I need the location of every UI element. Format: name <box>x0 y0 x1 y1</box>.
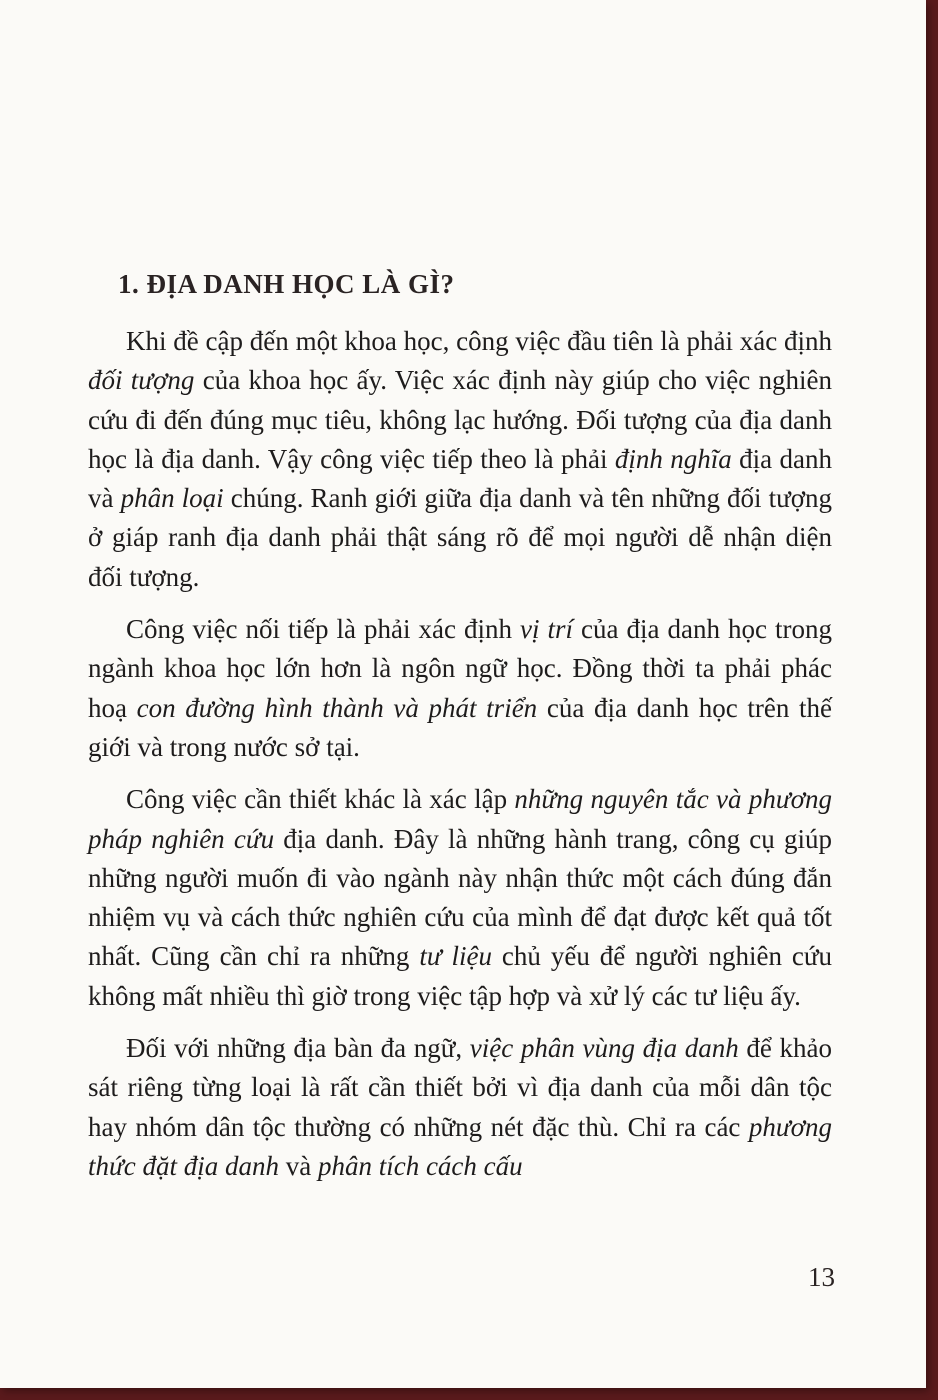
italic-term: những nguyên tắc và phương pháp nghiên cứu <box>88 784 832 854</box>
text-run: của địa danh học trong ngành khoa học lớn hơn là ngôn ngữ học. Đồng thời ta phải phác hoạ <box>88 614 833 723</box>
text-run: chúng. Ranh giới giữa địa danh và tên những đối tượng ở giáp ranh địa danh phải thật sáng rõ để mọi người dễ nhận diện đối tượng. <box>88 483 832 592</box>
text-run: của khoa học ấy. Việc xác định này giúp cho việc nghiên cứu đi đến đúng mục tiêu, không lạc hướng. Đối tượng của địa danh học là địa danh. Vậy công việc tiếp theo là phải <box>88 365 833 474</box>
text-run: để khảo sát riêng từng loại là rất cần thiết bởi vì địa danh của mỗi dân tộc hay nhóm dân tộc thường có những nét đặc thù. Chỉ ra các <box>88 1033 832 1142</box>
text-run: địa danh. Đây là những hành trang, công cụ giúp những người muốn đi vào ngành này nhận thức một cách đúng đắn nhiệm vụ và cách thức nghiên cứu của mình để đạt được kết quả tốt nhất. Cũng cần chỉ ra những <box>88 823 832 972</box>
paragraph-3 <box>88 780 832 1016</box>
italic-term: con đường hình thành và phát triển <box>136 692 538 723</box>
text-run: của địa danh học trên thế giới và trong nước sở tại. <box>88 692 833 762</box>
paragraph-1 <box>88 322 832 597</box>
text-run: Đối với những địa bàn đa ngữ, <box>126 1033 470 1064</box>
text-run: Công việc nối tiếp là phải xác định <box>126 614 521 645</box>
italic-term: việc phân vùng địa danh <box>469 1033 739 1064</box>
text-run: Khi đề cập đến một khoa học, công việc đầu tiên là phải xác định <box>126 326 832 356</box>
italic-term: đối tượng <box>88 365 195 396</box>
italic-term: định nghĩa <box>614 443 732 474</box>
paragraph-2 <box>88 610 832 767</box>
italic-term: tư liệu <box>419 941 492 972</box>
section-heading: 1. ĐỊA DANH HỌC LÀ GÌ? <box>118 269 455 299</box>
paragraph-4 <box>88 1029 832 1186</box>
italic-term: phân tích cách cấu <box>317 1150 523 1181</box>
text-run: địa danh và <box>88 443 832 514</box>
italic-term: phương thức đặt địa danh <box>88 1111 832 1181</box>
page-number: 13 <box>808 1262 835 1292</box>
text-run: chủ yếu để người nghiên cứu không mất nhiều thì giờ trong việc tập hợp và xử lý các tư liệu ấy. <box>88 941 833 1011</box>
page-body <box>88 264 832 1199</box>
text-run: Công việc cần thiết khác là xác lập <box>126 784 515 815</box>
italic-term: vị trí <box>520 614 574 645</box>
text-run: và <box>278 1150 318 1181</box>
italic-term: phân loại <box>120 483 224 514</box>
